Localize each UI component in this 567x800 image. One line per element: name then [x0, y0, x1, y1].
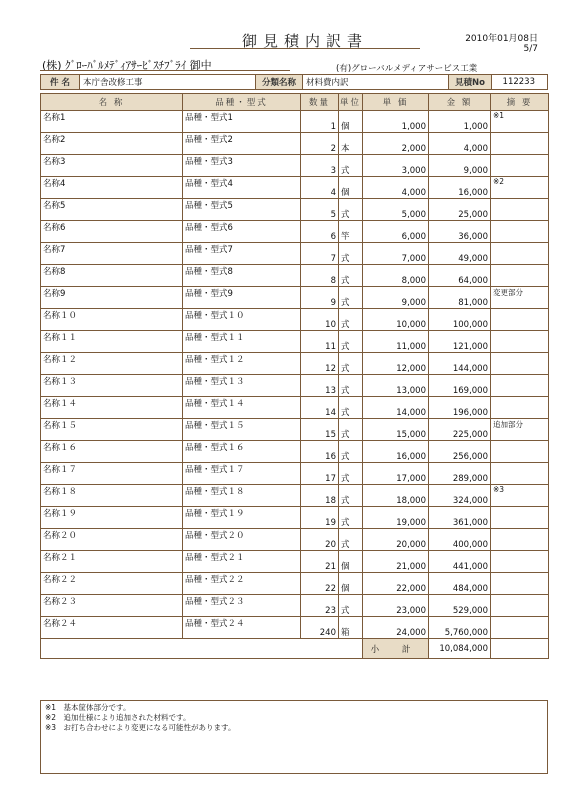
category-value: 材料費内訳 [303, 75, 449, 89]
cell-note [491, 551, 549, 573]
cell-amount: 9,000 [429, 155, 491, 177]
note-line-1: ※1 基本筐体部分です。 [45, 703, 131, 712]
cell-unit: 竿 [339, 221, 363, 243]
subtotal-spacer [41, 639, 363, 659]
cell-qty: 8 [301, 265, 339, 287]
table-row [41, 133, 549, 155]
cell-qty: 5 [301, 199, 339, 221]
cell-unit: 式 [339, 155, 363, 177]
cell-amount: 169,000 [429, 375, 491, 397]
cell-price: 7,000 [363, 243, 429, 265]
cell-spec: 品種・型式２４ [183, 617, 301, 639]
col-header-note: 摘 要 [491, 94, 549, 111]
cell-qty: 11 [301, 331, 339, 353]
cell-qty: 3 [301, 155, 339, 177]
cell-note [491, 331, 549, 353]
cell-price: 18,000 [363, 485, 429, 507]
cell-qty: 10 [301, 309, 339, 331]
cell-unit: 個 [339, 177, 363, 199]
info-bar [40, 74, 548, 90]
items-table [40, 93, 549, 659]
cell-price: 1,000 [363, 111, 429, 133]
cell-unit: 式 [339, 463, 363, 485]
cell-price: 8,000 [363, 265, 429, 287]
cell-note: ※2 [491, 177, 549, 199]
table-row [41, 485, 549, 507]
cell-price: 23,000 [363, 595, 429, 617]
cell-spec: 品種・型式２３ [183, 595, 301, 617]
cell-spec: 品種・型式１１ [183, 331, 301, 353]
cell-qty: 1 [301, 111, 339, 133]
table-row [41, 111, 549, 133]
cell-spec: 品種・型式9 [183, 287, 301, 309]
cell-note [491, 133, 549, 155]
cell-spec: 品種・型式１６ [183, 441, 301, 463]
cell-amount: 144,000 [429, 353, 491, 375]
cell-name: 名称9 [41, 287, 183, 309]
cell-name: 名称２０ [41, 529, 183, 551]
cell-price: 21,000 [363, 551, 429, 573]
cell-unit: 式 [339, 419, 363, 441]
cell-qty: 22 [301, 573, 339, 595]
cell-note [491, 617, 549, 639]
cell-name: 名称１２ [41, 353, 183, 375]
cell-note [491, 265, 549, 287]
category-label: 分類名称 [256, 75, 303, 89]
cell-name: 名称4 [41, 177, 183, 199]
cell-price: 19,000 [363, 507, 429, 529]
cell-spec: 品種・型式2 [183, 133, 301, 155]
cell-price: 22,000 [363, 573, 429, 595]
cell-unit: 式 [339, 243, 363, 265]
cell-price: 14,000 [363, 397, 429, 419]
cell-spec: 品種・型式8 [183, 265, 301, 287]
cell-unit: 式 [339, 331, 363, 353]
cell-qty: 4 [301, 177, 339, 199]
cell-price: 20,000 [363, 529, 429, 551]
cell-spec: 品種・型式7 [183, 243, 301, 265]
table-row [41, 155, 549, 177]
table-row [41, 221, 549, 243]
cell-amount: 25,000 [429, 199, 491, 221]
cell-note [491, 375, 549, 397]
cell-unit: 式 [339, 353, 363, 375]
cell-qty: 20 [301, 529, 339, 551]
table-row [41, 441, 549, 463]
cell-price: 12,000 [363, 353, 429, 375]
company-name: (有)グローバルメディアサービス工業 [336, 64, 478, 74]
table-row [41, 617, 549, 639]
cell-note [491, 243, 549, 265]
cell-unit: 個 [339, 551, 363, 573]
cell-spec: 品種・型式１８ [183, 485, 301, 507]
cell-note [491, 221, 549, 243]
cell-qty: 18 [301, 485, 339, 507]
cell-name: 名称１１ [41, 331, 183, 353]
estimate-no-value: 112233 [502, 77, 535, 87]
subtotal-label: 小 計 [363, 639, 429, 659]
subject-label: 件 名 [41, 75, 80, 89]
cell-unit: 個 [339, 111, 363, 133]
table-row [41, 573, 549, 595]
cell-name: 名称１４ [41, 397, 183, 419]
cell-price: 10,000 [363, 309, 429, 331]
cell-unit: 個 [339, 573, 363, 595]
cell-spec: 品種・型式4 [183, 177, 301, 199]
cell-amount: 81,000 [429, 287, 491, 309]
cell-name: 名称１８ [41, 485, 183, 507]
table-row [41, 331, 549, 353]
cell-spec: 品種・型式２１ [183, 551, 301, 573]
cell-note [491, 199, 549, 221]
cell-note: 変更部分 [491, 287, 549, 309]
cell-note: ※1 [491, 111, 549, 133]
cell-price: 15,000 [363, 419, 429, 441]
subtotal-note [491, 639, 549, 659]
cell-price: 6,000 [363, 221, 429, 243]
table-row [41, 463, 549, 485]
cell-unit: 式 [339, 507, 363, 529]
cell-qty: 13 [301, 375, 339, 397]
cell-spec: 品種・型式１３ [183, 375, 301, 397]
col-header-amount: 金 額 [429, 94, 491, 111]
cell-note [491, 507, 549, 529]
cell-qty: 19 [301, 507, 339, 529]
cell-price: 17,000 [363, 463, 429, 485]
cell-unit: 式 [339, 441, 363, 463]
cell-note [491, 309, 549, 331]
table-row [41, 353, 549, 375]
table-row [41, 199, 549, 221]
cell-name: 名称3 [41, 155, 183, 177]
cell-note [491, 397, 549, 419]
cell-spec: 品種・型式１２ [183, 353, 301, 375]
cell-price: 4,000 [363, 177, 429, 199]
cell-spec: 品種・型式１４ [183, 397, 301, 419]
cell-qty: 2 [301, 133, 339, 155]
cell-qty: 6 [301, 221, 339, 243]
cell-unit: 箱 [339, 617, 363, 639]
table-row [41, 397, 549, 419]
table-row [41, 595, 549, 617]
date-block [465, 34, 538, 54]
cell-amount: 100,000 [429, 309, 491, 331]
cell-note: ※3 [491, 485, 549, 507]
cell-amount: 196,000 [429, 397, 491, 419]
subtotal-value: 10,084,000 [429, 639, 491, 659]
cell-qty: 12 [301, 353, 339, 375]
cell-price: 13,000 [363, 375, 429, 397]
estimate-no-label: 見積No [449, 75, 492, 89]
cell-spec: 品種・型式1 [183, 111, 301, 133]
title-underline [190, 48, 420, 49]
cell-name: 名称7 [41, 243, 183, 265]
customer-underline [40, 70, 290, 71]
cell-amount: 36,000 [429, 221, 491, 243]
table-header-row [41, 94, 549, 111]
cell-amount: 5,760,000 [429, 617, 491, 639]
page-number: 5/7 [523, 44, 538, 54]
cell-spec: 品種・型式１５ [183, 419, 301, 441]
table-row [41, 265, 549, 287]
cell-name: 名称１５ [41, 419, 183, 441]
cell-name: 名称8 [41, 265, 183, 287]
cell-price: 24,000 [363, 617, 429, 639]
page-title: 御見積内訳書 [241, 32, 368, 50]
note-line-3: ※3 お打ち合わせにより変更になる可能性があります。 [45, 723, 236, 732]
cell-unit: 式 [339, 595, 363, 617]
cell-note: 追加部分 [491, 419, 549, 441]
cell-amount: 289,000 [429, 463, 491, 485]
cell-unit: 式 [339, 265, 363, 287]
cell-amount: 256,000 [429, 441, 491, 463]
cell-name: 名称１９ [41, 507, 183, 529]
cell-spec: 品種・型式１０ [183, 309, 301, 331]
cell-note [491, 595, 549, 617]
cell-spec: 品種・型式２２ [183, 573, 301, 595]
col-header-qty: 数量 [301, 94, 339, 111]
cell-name: 名称２１ [41, 551, 183, 573]
cell-name: 名称１０ [41, 309, 183, 331]
cell-amount: 441,000 [429, 551, 491, 573]
cell-price: 5,000 [363, 199, 429, 221]
cell-amount: 225,000 [429, 419, 491, 441]
subtotal-row [41, 639, 549, 659]
cell-price: 3,000 [363, 155, 429, 177]
col-header-name: 名 称 [41, 94, 183, 111]
cell-price: 9,000 [363, 287, 429, 309]
cell-amount: 361,000 [429, 507, 491, 529]
table-row [41, 551, 549, 573]
note-line-2: ※2 追加仕様により追加された材料です。 [45, 713, 191, 722]
cell-amount: 121,000 [429, 331, 491, 353]
cell-amount: 400,000 [429, 529, 491, 551]
cell-unit: 式 [339, 529, 363, 551]
cell-name: 名称２４ [41, 617, 183, 639]
cell-spec: 品種・型式１９ [183, 507, 301, 529]
cell-unit: 本 [339, 133, 363, 155]
cell-name: 名称１７ [41, 463, 183, 485]
cell-unit: 式 [339, 485, 363, 507]
table-row [41, 375, 549, 397]
cell-amount: 16,000 [429, 177, 491, 199]
table-row [41, 309, 549, 331]
cell-qty: 15 [301, 419, 339, 441]
cell-name: 名称5 [41, 199, 183, 221]
cell-price: 11,000 [363, 331, 429, 353]
cell-note [491, 353, 549, 375]
cell-name: 名称6 [41, 221, 183, 243]
issue-date: 2010年01月08日 [465, 34, 538, 44]
cell-amount: 324,000 [429, 485, 491, 507]
cell-qty: 16 [301, 441, 339, 463]
cell-qty: 9 [301, 287, 339, 309]
col-header-spec: 品種・型式 [183, 94, 301, 111]
cell-unit: 式 [339, 309, 363, 331]
cell-unit: 式 [339, 397, 363, 419]
cell-spec: 品種・型式２０ [183, 529, 301, 551]
cell-note [491, 155, 549, 177]
cell-name: 名称１６ [41, 441, 183, 463]
cell-qty: 240 [301, 617, 339, 639]
cell-qty: 7 [301, 243, 339, 265]
cell-price: 2,000 [363, 133, 429, 155]
table-row [41, 177, 549, 199]
col-header-unit: 単位 [339, 94, 363, 111]
table-row [41, 287, 549, 309]
cell-qty: 23 [301, 595, 339, 617]
table-row [41, 419, 549, 441]
cell-unit: 式 [339, 375, 363, 397]
cell-amount: 4,000 [429, 133, 491, 155]
cell-name: 名称1 [41, 111, 183, 133]
estimate-sheet [40, 24, 548, 774]
subject-value: 本庁舎改修工事 [80, 75, 256, 89]
notes-box [40, 700, 548, 774]
cell-note [491, 529, 549, 551]
cell-spec: 品種・型式6 [183, 221, 301, 243]
cell-qty: 21 [301, 551, 339, 573]
table-row [41, 507, 549, 529]
cell-note [491, 441, 549, 463]
col-header-price: 単 価 [363, 94, 429, 111]
cell-note [491, 463, 549, 485]
cell-qty: 17 [301, 463, 339, 485]
cell-amount: 49,000 [429, 243, 491, 265]
cell-spec: 品種・型式3 [183, 155, 301, 177]
cell-amount: 529,000 [429, 595, 491, 617]
cell-name: 名称2 [41, 133, 183, 155]
cell-spec: 品種・型式5 [183, 199, 301, 221]
cell-name: 名称２３ [41, 595, 183, 617]
cell-price: 16,000 [363, 441, 429, 463]
cell-amount: 484,000 [429, 573, 491, 595]
cell-amount: 64,000 [429, 265, 491, 287]
cell-unit: 式 [339, 287, 363, 309]
cell-unit: 式 [339, 199, 363, 221]
cell-name: 名称２２ [41, 573, 183, 595]
cell-spec: 品種・型式１７ [183, 463, 301, 485]
cell-qty: 14 [301, 397, 339, 419]
table-row [41, 529, 549, 551]
cell-name: 名称１３ [41, 375, 183, 397]
cell-amount: 1,000 [429, 111, 491, 133]
customer-name: (株) ｸﾞﾛｰﾊﾞﾙﾒﾃﾞｨｱｻｰﾋﾞｽﾁﾌﾞﾗｲ 御中 [42, 59, 212, 72]
table-row [41, 243, 549, 265]
cell-note [491, 573, 549, 595]
